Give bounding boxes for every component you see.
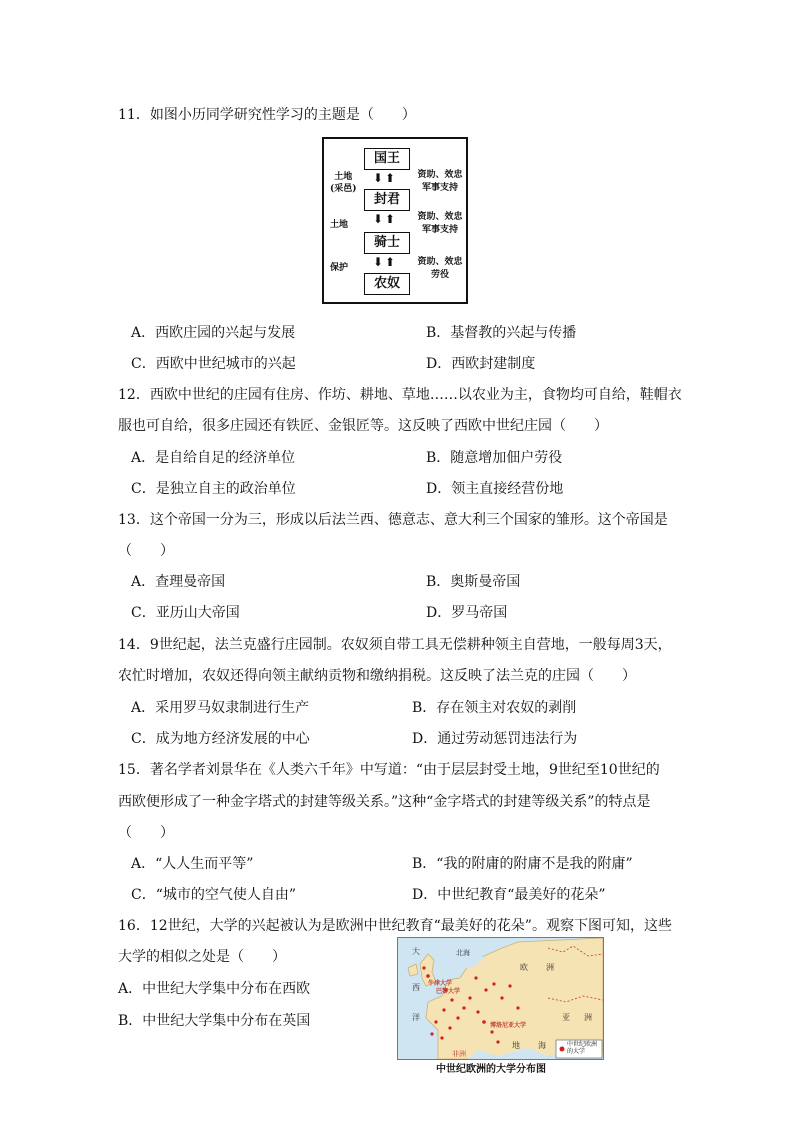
q15-stem-line2: 西欧便形成了一种金字塔式的封建等级关系。”这种“金字塔式的封建等级关系”的特点是 [118,794,651,810]
q14-option-b[interactable]: B．存在领主对农奴的剥削 [412,700,577,716]
feudal-hierarchy-diagram [322,137,468,304]
q15-option-b[interactable]: B．“我的附庸的附庸不是我的附庸” [412,856,633,872]
q13-option-a[interactable]: A．查理曼帝国 [131,574,226,590]
univ-dot [474,976,477,979]
univ-dot [496,1040,499,1043]
univ-dot [448,1026,451,1029]
map-caption: 中世纪欧洲的大学分布图 [436,1064,546,1075]
q15-option-d[interactable]: D．中世纪教育“最美好的花朵” [412,887,606,903]
univ-dot [516,1006,519,1009]
label-north-sea: 北海 [456,949,470,957]
q15-option-c[interactable]: C．“城市的空气使人自由” [131,887,297,903]
label-zhou2: 洲 [584,1013,592,1022]
label-oxford: 牛津大学 [428,980,453,987]
q11-option-b[interactable]: B．基督教的兴起与传播 [426,325,577,341]
right-label-1: 资助、效忠 军事支持 [417,170,463,193]
q16-option-b[interactable]: B．中世纪大学集中分布在英国 [118,1013,311,1029]
rank-serf: 农奴 [364,273,410,295]
label-ou: 欧 [520,963,528,972]
label-di: 地 [512,1041,520,1050]
univ-dot [434,1020,437,1023]
univ-dot [450,998,453,1001]
q14-stem-line1: 14．9世纪起，法兰克盛行庄园制。农奴须自带工具无偿耕种领主自营地，一般每周3天， [118,637,672,653]
univ-dot [468,996,471,999]
univ-dot [476,1010,479,1013]
q12-option-a[interactable]: A．是自给自足的经济单位 [131,450,296,466]
medieval-universities-map [397,937,604,1060]
univ-dot [492,982,495,985]
rank-lord: 封君 [364,189,410,211]
rank-king: 国王 [364,148,410,170]
q16-stem-line1: 16．12世纪，大学的兴起被认为是欧洲中世纪教育“最美好的花朵”。观察下图可知，这些 [118,918,672,934]
q12-option-b[interactable]: B．随意增加佃户劳役 [426,450,563,466]
rank-knight: 骑士 [364,232,410,254]
label-ya: 亚 [562,1013,570,1022]
univ-dot [490,1030,493,1033]
q14-option-a[interactable]: A．采用罗马奴隶制进行生产 [131,700,310,716]
univ-dot [422,966,425,969]
q16-stem-line2: 大学的相似之处是（ ） [118,949,286,965]
left-label-2: 土地 [330,220,349,230]
arrows-3: ⬇⬆ [373,255,398,269]
univ-dot [440,1036,443,1039]
q13-option-c[interactable]: C．亚历山大帝国 [131,605,240,621]
univ-dot [508,984,511,987]
label-yang: 洋 [412,1013,420,1022]
q12-option-d[interactable]: D．领主直接经营份地 [426,481,564,497]
univ-dot [462,1006,465,1009]
label-paris: 巴黎大学 [436,988,461,995]
q13-stem-line2: （ ） [118,543,174,559]
q14-option-d[interactable]: D．通过劳动惩罚违法行为 [412,731,578,747]
univ-dot [456,1016,459,1019]
q15-stem-line3: （ ） [118,825,174,841]
q13-stem-line1: 13．这个帝国一分为三，形成以后法兰西、德意志、意大利三个国家的雏形。这个帝国是 [118,512,668,528]
arrows-2: ⬇⬆ [373,212,398,226]
right-label-3: 资助、效忠 劳役 [417,257,463,280]
univ-dot [500,996,503,999]
left-label-1: 土地 (采邑) [330,172,357,194]
q11-option-d[interactable]: D．西欧封建制度 [426,356,536,372]
legend-text: 中世纪欧洲的大学 [567,1041,598,1055]
q11-stem: 11．如图小历同学研究性学习的主题是（ ） [118,107,416,123]
label-zhou: 洲 [546,963,554,972]
label-hai: 海 [538,1041,546,1050]
univ-dot [484,988,487,991]
q11-option-c[interactable]: C．西欧中世纪城市的兴起 [131,356,296,372]
univ-dot [430,1032,433,1035]
q14-option-c[interactable]: C．成为地方经济发展的中心 [131,731,310,747]
q13-option-d[interactable]: D．罗马帝国 [426,605,508,621]
label-da: 大 [412,947,420,956]
q12-stem-line2: 服也可自给，很多庄园还有铁匠、金银匠等。这反映了西欧中世纪庄园（ ） [118,418,608,434]
q14-stem-line2: 农忙时增加，农奴还得向领主献纳贡物和缴纳捐税。这反映了法兰克的庄园（ ） [118,668,636,684]
label-africa: 非洲 [452,1050,466,1058]
label-bologna: 博洛尼亚大学 [490,1022,527,1029]
q15-stem-line1: 15．著名学者刘景华在《人类六千年》中写道：“由于层层封受土地，9世纪至10世纪的 [118,762,660,778]
label-xi: 西 [412,983,420,992]
right-label-2: 资助、效忠 军事支持 [417,212,463,235]
q15-option-a[interactable]: A．“人人生而平等” [131,856,254,872]
q12-stem-line1: 12．西欧中世纪的庄园有住房、作坊、耕地、草地……以农业为主，食物均可自给，鞋帽衣 [118,387,682,403]
q12-option-c[interactable]: C．是独立自主的政治单位 [131,481,296,497]
q16-option-a[interactable]: A．中世纪大学集中分布在西欧 [118,981,311,997]
univ-dot [442,1008,445,1011]
left-label-3: 保护 [330,263,349,273]
univ-dot [482,1020,486,1024]
q11-option-a[interactable]: A．西欧庄园的兴起与发展 [131,325,296,341]
arrows-1: ⬇⬆ [373,171,398,185]
legend-dot [560,1047,565,1052]
q13-option-b[interactable]: B．奥斯曼帝国 [426,574,521,590]
